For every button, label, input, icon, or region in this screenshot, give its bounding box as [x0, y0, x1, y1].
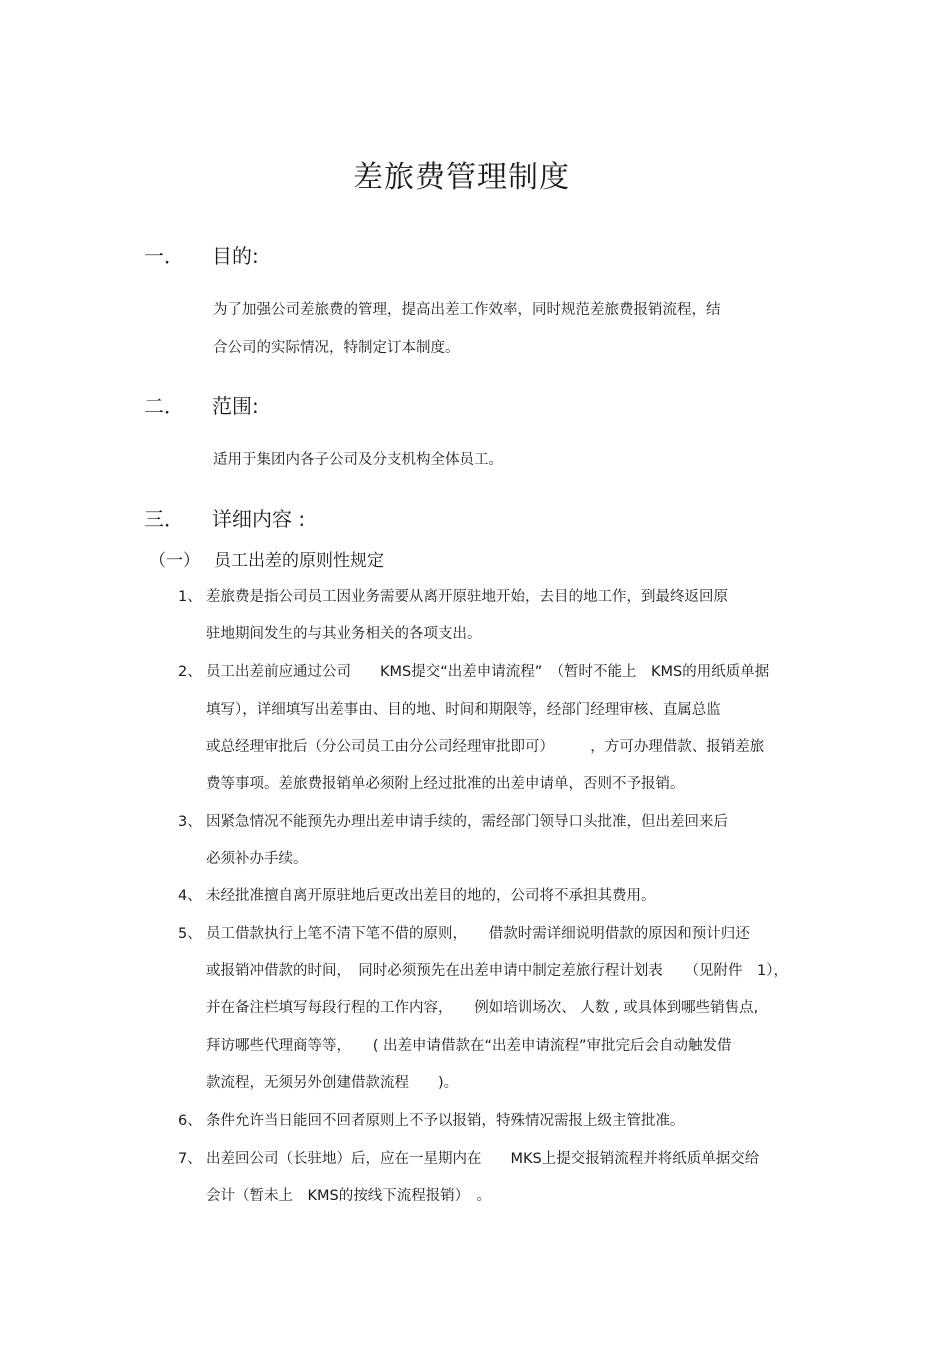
section-1-line: 合公司的实际情况，特制定订本制度。: [213, 340, 460, 356]
item-number: 1、: [178, 589, 202, 605]
section-3-number: 三．: [144, 507, 184, 531]
item-number: 4、: [178, 888, 202, 904]
item-line: 员工出差前应通过公司 KMS提交“出差申请流程” （暂时不能上 KMS的用纸质单据: [206, 664, 770, 680]
item-line: 因紧急情况不能预先办理出差申请手续的，需经部门领导口头批准，但出差回来后: [206, 814, 728, 830]
item-line: 出差回公司（长驻地）后，应在一星期内在 MKS上提交报销流程并将纸质单据交给: [206, 1151, 760, 1167]
item-number: 7、: [178, 1151, 202, 1167]
section-2-number: 二．: [144, 394, 184, 418]
subsection-number: （一）: [149, 551, 200, 571]
item-number: 6、: [178, 1113, 202, 1129]
item-line: 或总经理审批后（分公司员工由分公司经理审批即可） ，方可办理借款、报销差旅: [206, 739, 765, 755]
document-title: 差旅费管理制度: [353, 160, 570, 195]
item-number: 2、: [178, 664, 202, 680]
item-line: 填写），详细填写出差事由、目的地、时间和期限等，经部门经理审核、直属总监: [206, 702, 721, 718]
item-line: 会计（暂未上 KMS的按线下流程报销） 。: [206, 1188, 491, 1204]
item-line: 必须补办手续。: [206, 851, 308, 867]
item-line: 未经批准擅自离开原驻地后更改出差目的地的，公司将不承担其费用。: [206, 888, 656, 904]
section-1-number: 一．: [144, 244, 184, 268]
section-2-title: 范围:: [212, 394, 259, 418]
item-line: 费等事项。差旅费报销单必须附上经过批准的出差申请单，否则不予报销。: [206, 776, 685, 792]
item-number: 3、: [178, 814, 202, 830]
section-3-title: 详细内容 :: [212, 507, 306, 531]
item-line: 员工借款执行上笔不清下笔不借的原则， 借款时需详细说明借款的原因和预计归还: [206, 926, 750, 942]
item-line: 驻地期间发生的与其业务相关的各项支出。: [206, 626, 482, 642]
section-1-line: 为了加强公司差旅费的管理，提高出差工作效率，同时规范差旅费报销流程，结: [213, 302, 721, 318]
item-line: 或报销冲借款的时间， 同时必须预先在出差申请中制定差旅行程计划表 （见附件 1），: [206, 963, 788, 979]
item-line: 差旅费是指公司员工因业务需要从离开原驻地开始，去目的地工作，到最终返回原: [206, 589, 728, 605]
section-1-title: 目的:: [212, 244, 259, 268]
section-2-line: 适用于集团内各子公司及分支机构全体员工。: [213, 452, 503, 468]
item-line: 款流程，无须另外创建借款流程 )。: [206, 1075, 459, 1091]
item-number: 5、: [178, 926, 202, 942]
item-line: 条件允许当日能回不回者原则上不予以报销，特殊情况需报上级主管批准。: [206, 1113, 685, 1129]
item-line: 拜访哪些代理商等等， ( 出差申请借款在“出差申请流程”审批完后会自动触发借: [206, 1038, 732, 1054]
item-line: 并在备注栏填写每段行程的工作内容， 例如培训场次、 人数 , 或具体到哪些销售点,: [206, 1000, 759, 1016]
subsection-title: 员工出差的原则性规定: [214, 551, 384, 571]
